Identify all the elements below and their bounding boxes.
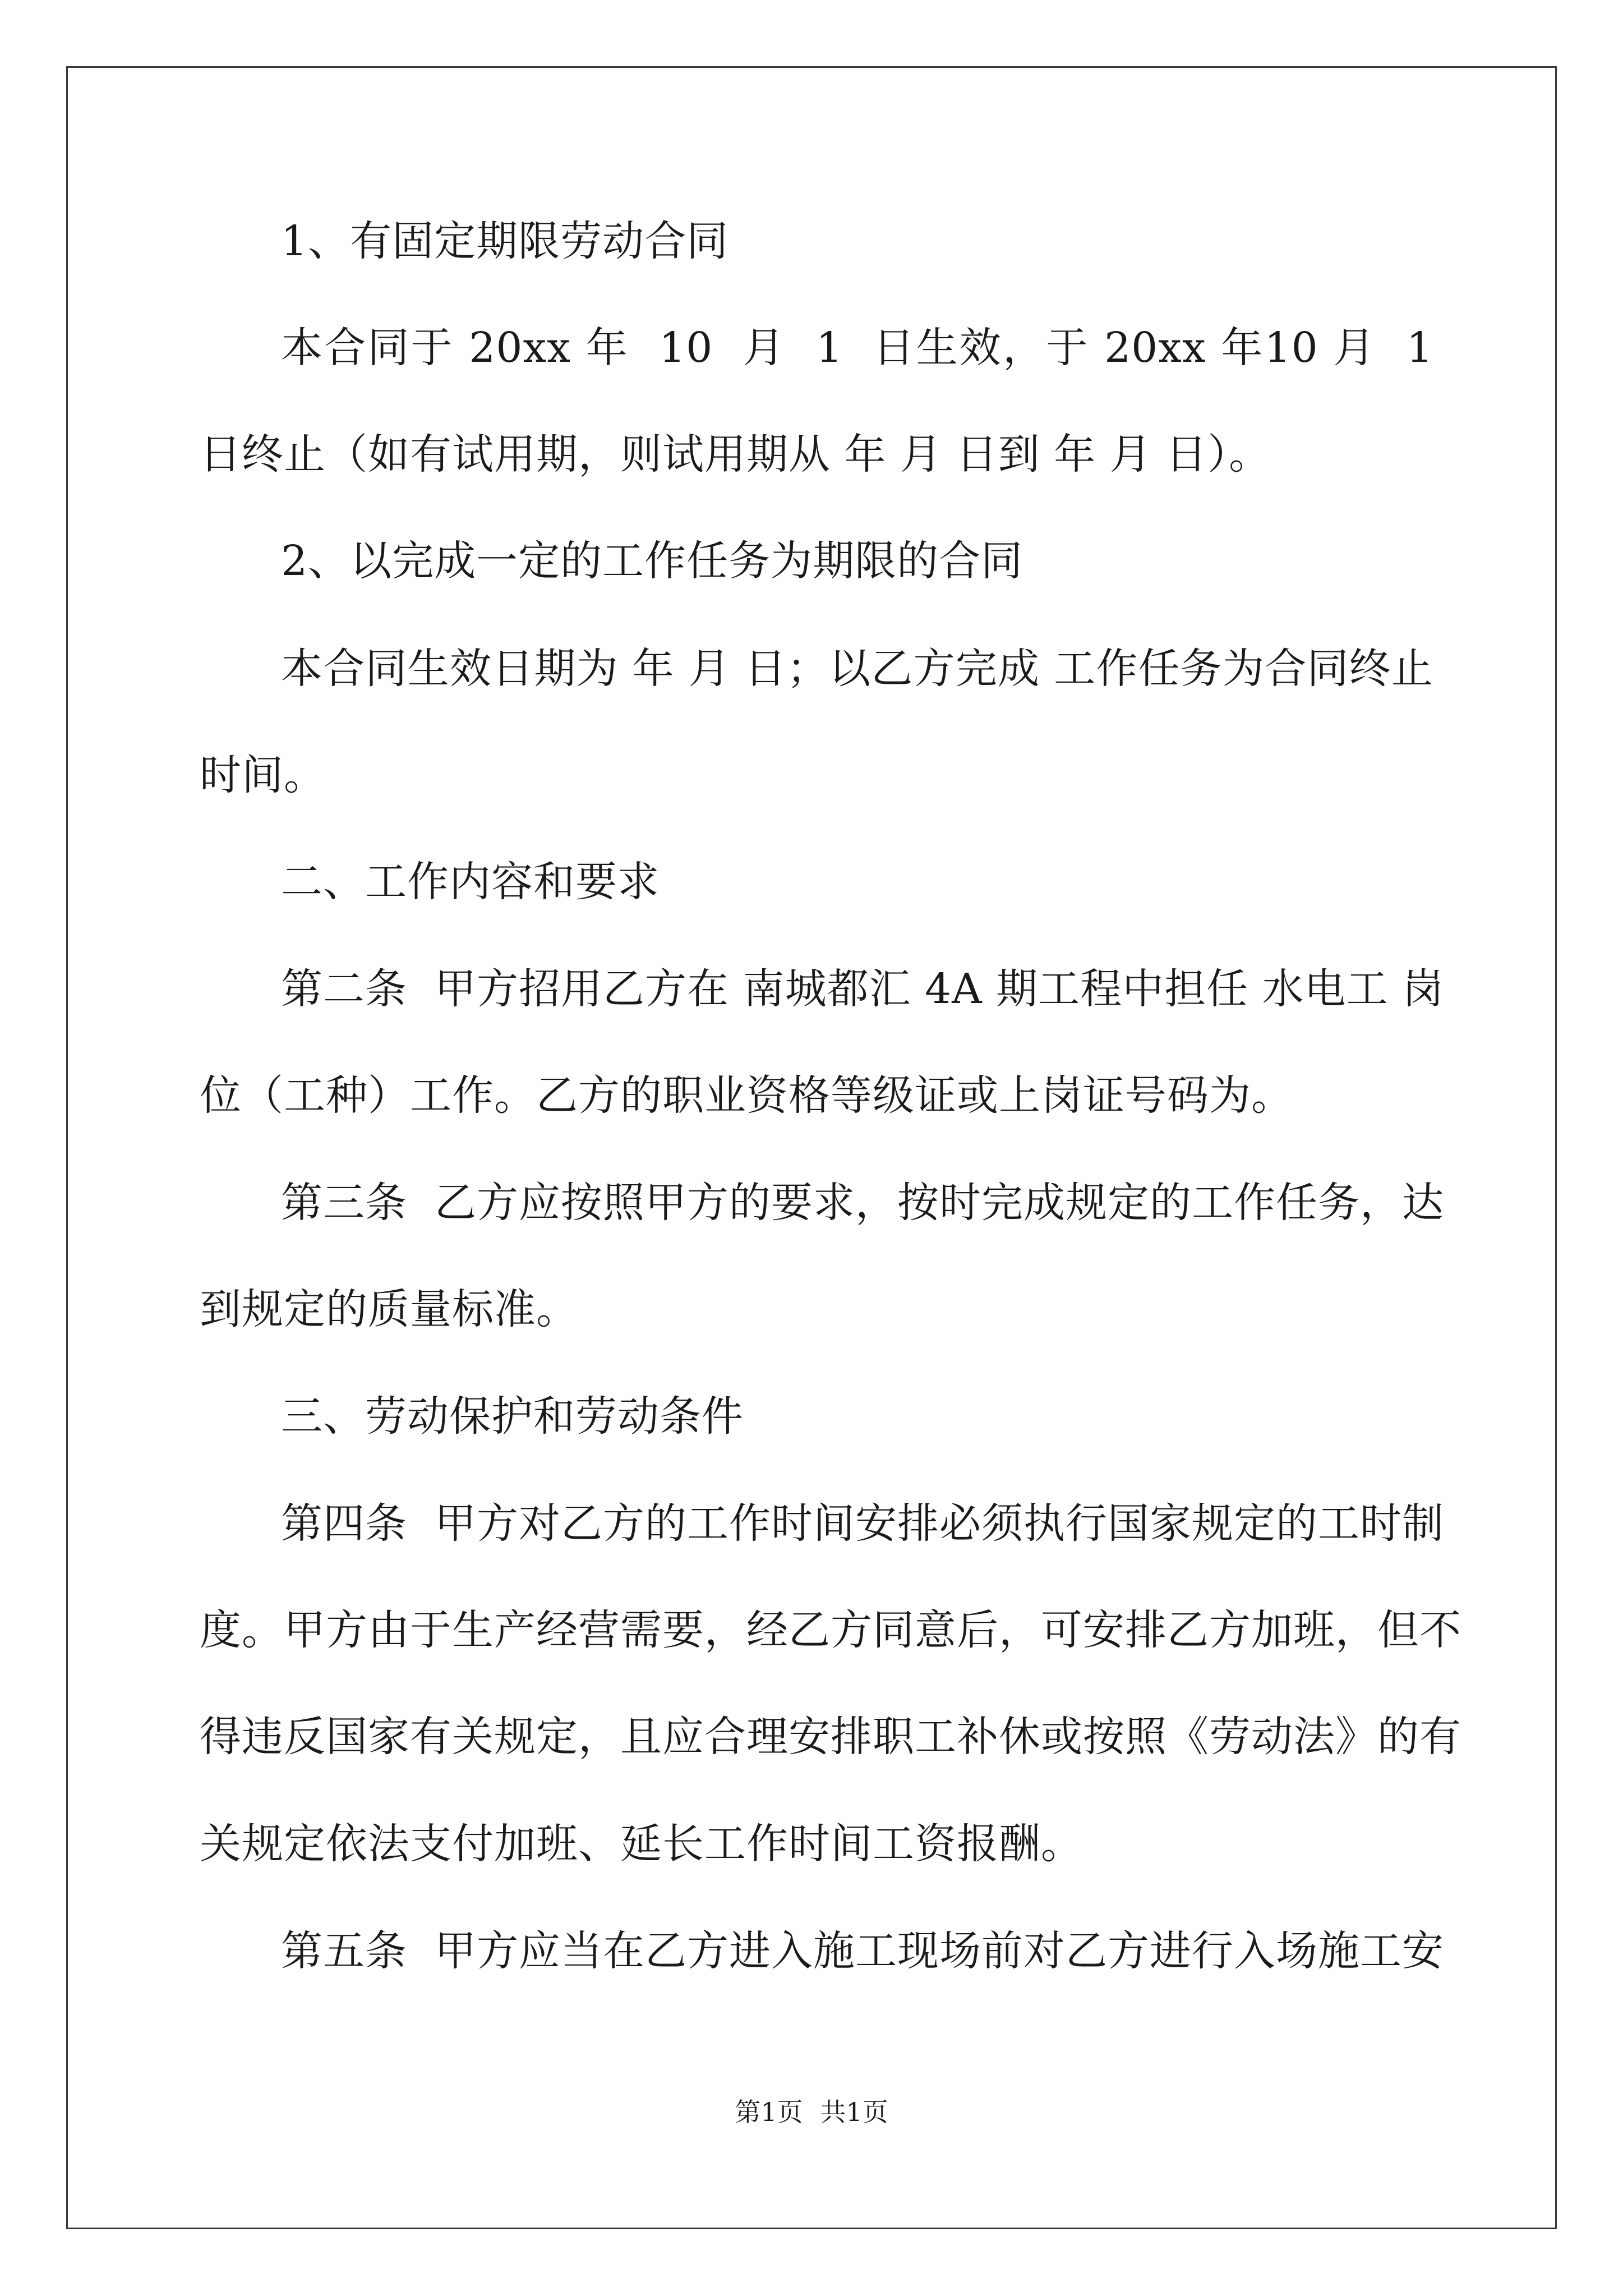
paragraph-line: 位（工种）工作。乙方的职业资格等级证或上岗证号码为。 — [200, 1071, 1293, 1120]
paragraph-line: 1、有固定期限劳动合同 — [281, 217, 729, 265]
paragraph-line: 得违反国家有关规定，且应合理安排职工补休或按照《劳动法》的有 — [200, 1713, 1461, 1761]
paragraph-line: 第四条 甲方对乙方的工作时间安排必须执行国家规定的工时制 — [281, 1499, 1445, 1548]
page-footer — [0, 2095, 1623, 2129]
paragraph-line: 日终止（如有试用期，则试用期从 年 月 日到 年 月 日）。 — [200, 430, 1271, 478]
paragraph-line: 本合同生效日期为 年 月 日；以乙方完成 工作任务为合同终止 — [281, 645, 1433, 693]
paragraph-line: 第三条 乙方应按照甲方的要求，按时完成规定的工作任务，达 — [281, 1179, 1445, 1227]
paragraph-line: 2、以完成一定的工作任务为期限的合同 — [281, 537, 1023, 585]
paragraph-line: 度。甲方由于生产经营需要，经乙方同意后，可安排乙方加班，但不 — [200, 1606, 1461, 1654]
paragraph-line: 时间。 — [200, 751, 326, 799]
page-number-current: 第1页 — [735, 2097, 803, 2127]
section-heading: 二、工作内容和要求 — [281, 858, 660, 906]
page-number-total: 共1页 — [820, 2097, 888, 2127]
paragraph-line: 到规定的质量标准。 — [200, 1285, 578, 1333]
paragraph-line: 本合同于 20xx 年 10 月 1 日生效，于 20xx 年10 月 1 — [281, 324, 1433, 372]
section-heading: 三、劳动保护和劳动条件 — [281, 1392, 744, 1441]
paragraph-line: 第二条 甲方招用乙方在 南城都汇 4A 期工程中担任 水电工 岗 — [281, 965, 1445, 1013]
paragraph-line: 关规定依法支付加班、延长工作时间工资报酬。 — [200, 1820, 1083, 1868]
paragraph-line: 第五条 甲方应当在乙方进入施工现场前对乙方进行入场施工安 — [281, 1927, 1445, 1975]
page-border — [66, 66, 1557, 2229]
